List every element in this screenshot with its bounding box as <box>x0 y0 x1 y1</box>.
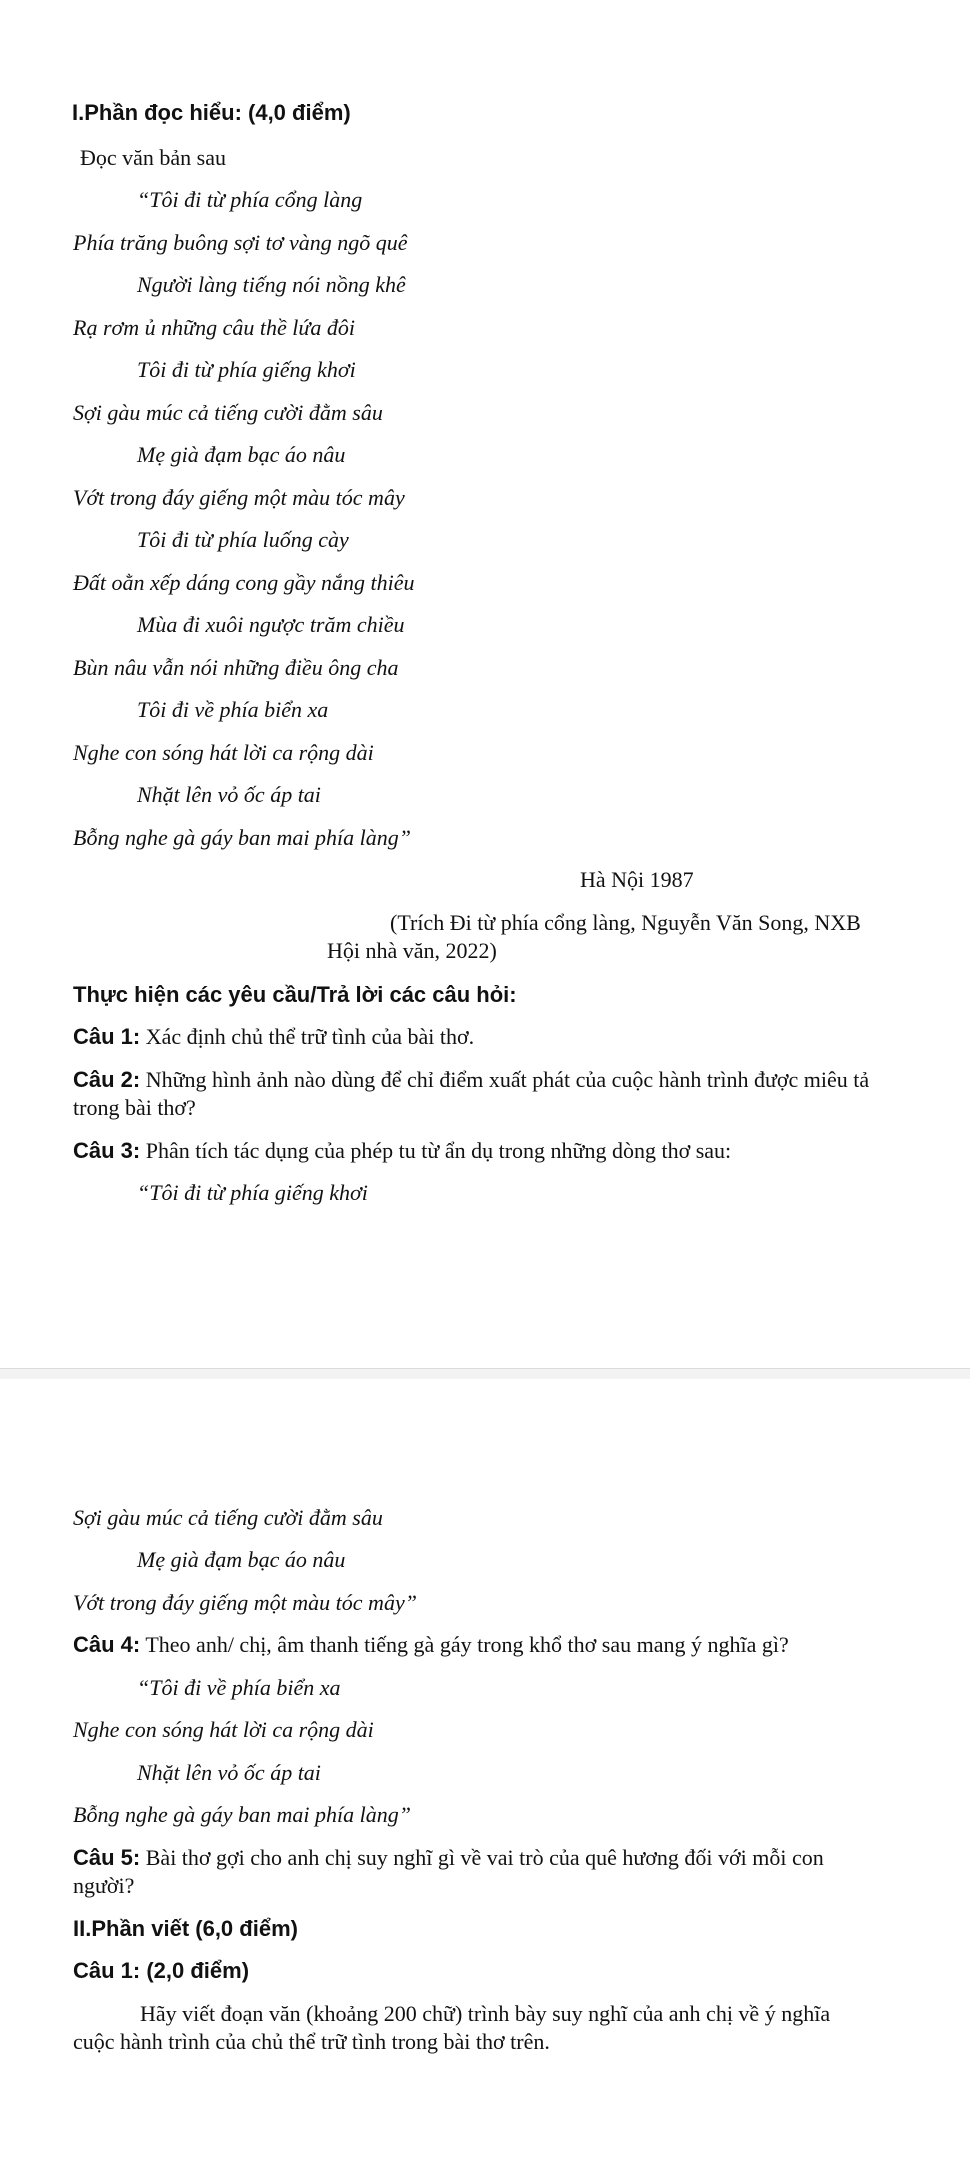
quote-line: Vớt trong đáy giếng một màu tóc mây” <box>73 1590 417 1615</box>
poem-line: Nhặt lên vỏ ốc áp tai <box>137 782 321 807</box>
section-1-heading: I.Phần đọc hiểu: (4,0 điểm) <box>72 100 351 125</box>
poem-line: Mùa đi xuôi ngược trăm chiều <box>137 612 405 637</box>
page-2 <box>0 1379 970 2165</box>
poem-line: Nghe con sóng hát lời ca rộng dài <box>73 740 374 765</box>
place-date: Hà Nội 1987 <box>580 867 694 892</box>
read-prompt: Đọc văn bản sau <box>80 145 227 170</box>
poem-line: Bỗng nghe gà gáy ban mai phía làng” <box>73 825 411 850</box>
poem-line: Phía trăng buông sợi tơ vàng ngõ quê <box>73 230 408 255</box>
question-5-label: Câu 5: <box>73 1845 141 1870</box>
writing-question-1-text: Hãy viết đoạn văn (khoảng 200 chữ) trình bày suy nghĩ của anh chị về ý nghĩa <box>140 2001 831 2026</box>
writing-question-1-text-continued: cuộc hành trình của chủ thể trữ tình trong bài thơ trên. <box>73 2029 550 2054</box>
question-5 <box>73 1845 824 1871</box>
question-1 <box>73 1024 474 1050</box>
poem-line: Bùn nâu vẫn nói những điều ông cha <box>73 655 399 680</box>
question-2-text: Những hình ảnh nào dùng để chỉ điểm xuất phát của cuộc hành trình được miêu tả <box>140 1067 870 1092</box>
poem-line: Mẹ già đạm bạc áo nâu <box>137 442 346 467</box>
poem-line: Tôi đi từ phía luống cày <box>137 527 349 552</box>
question-3-text: Phân tích tác dụng của phép tu từ ẩn dụ trong những dòng thơ sau: <box>140 1138 732 1163</box>
question-5-text-continued: người? <box>73 1873 135 1898</box>
poem-line: Tôi đi về phía biển xa <box>137 697 329 722</box>
poem-line: Rạ rơm ủ những câu thề lứa đôi <box>73 315 355 340</box>
poem-line: Tôi đi từ phía giếng khơi <box>137 357 356 382</box>
quote-line: “Tôi đi về phía biển xa <box>137 1675 341 1700</box>
question-5-text: Bài thơ gợi cho anh chị suy nghĩ gì về vai trò của quê hương đối với mỗi con <box>140 1845 824 1870</box>
poem-line: Vớt trong đáy giếng một màu tóc mây <box>73 485 405 510</box>
writing-question-1-heading: Câu 1: (2,0 điểm) <box>73 1958 250 1983</box>
quote-line: Mẹ già đạm bạc áo nâu <box>137 1547 346 1572</box>
question-3-label: Câu 3: <box>73 1138 141 1163</box>
question-4-text: Theo anh/ chị, âm thanh tiếng gà gáy trong khổ thơ sau mang ý nghĩa gì? <box>140 1632 789 1657</box>
page-break <box>0 1368 970 1379</box>
quote-line: Nghe con sóng hát lời ca rộng dài <box>73 1717 374 1742</box>
question-1-label: Câu 1: <box>73 1024 141 1049</box>
question-4 <box>73 1632 789 1658</box>
poem-line: Đất oằn xếp dáng cong gầy nắng thiêu <box>73 570 415 595</box>
section-2-heading: II.Phần viết (6,0 điểm) <box>73 1916 298 1941</box>
poem-line: “Tôi đi từ phía cổng làng <box>137 187 363 212</box>
question-2-label: Câu 2: <box>73 1067 141 1092</box>
tasks-heading: Thực hiện các yêu cầu/Trả lời các câu hỏi: <box>73 982 517 1007</box>
poem-line: Sợi gàu múc cả tiếng cười đằm sâu <box>73 400 383 425</box>
quote-line: Nhặt lên vỏ ốc áp tai <box>137 1760 321 1785</box>
question-3 <box>73 1138 731 1164</box>
quote-line: Bỗng nghe gà gáy ban mai phía làng” <box>73 1802 411 1827</box>
question-4-label: Câu 4: <box>73 1632 141 1657</box>
question-1-text: Xác định chủ thể trữ tình của bài thơ. <box>140 1024 475 1049</box>
question-2-text-continued: trong bài thơ? <box>73 1095 196 1120</box>
question-2 <box>73 1067 869 1093</box>
poem-line: Người làng tiếng nói nồng khê <box>137 272 406 297</box>
quote-line: Sợi gàu múc cả tiếng cười đằm sâu <box>73 1505 383 1530</box>
quote-line: “Tôi đi từ phía giếng khơi <box>137 1180 368 1205</box>
source-citation-line-1: (Trích Đi từ phía cổng làng, Nguyễn Văn Song, NXB <box>390 910 861 935</box>
source-citation-line-2: Hội nhà văn, 2022) <box>327 938 497 963</box>
